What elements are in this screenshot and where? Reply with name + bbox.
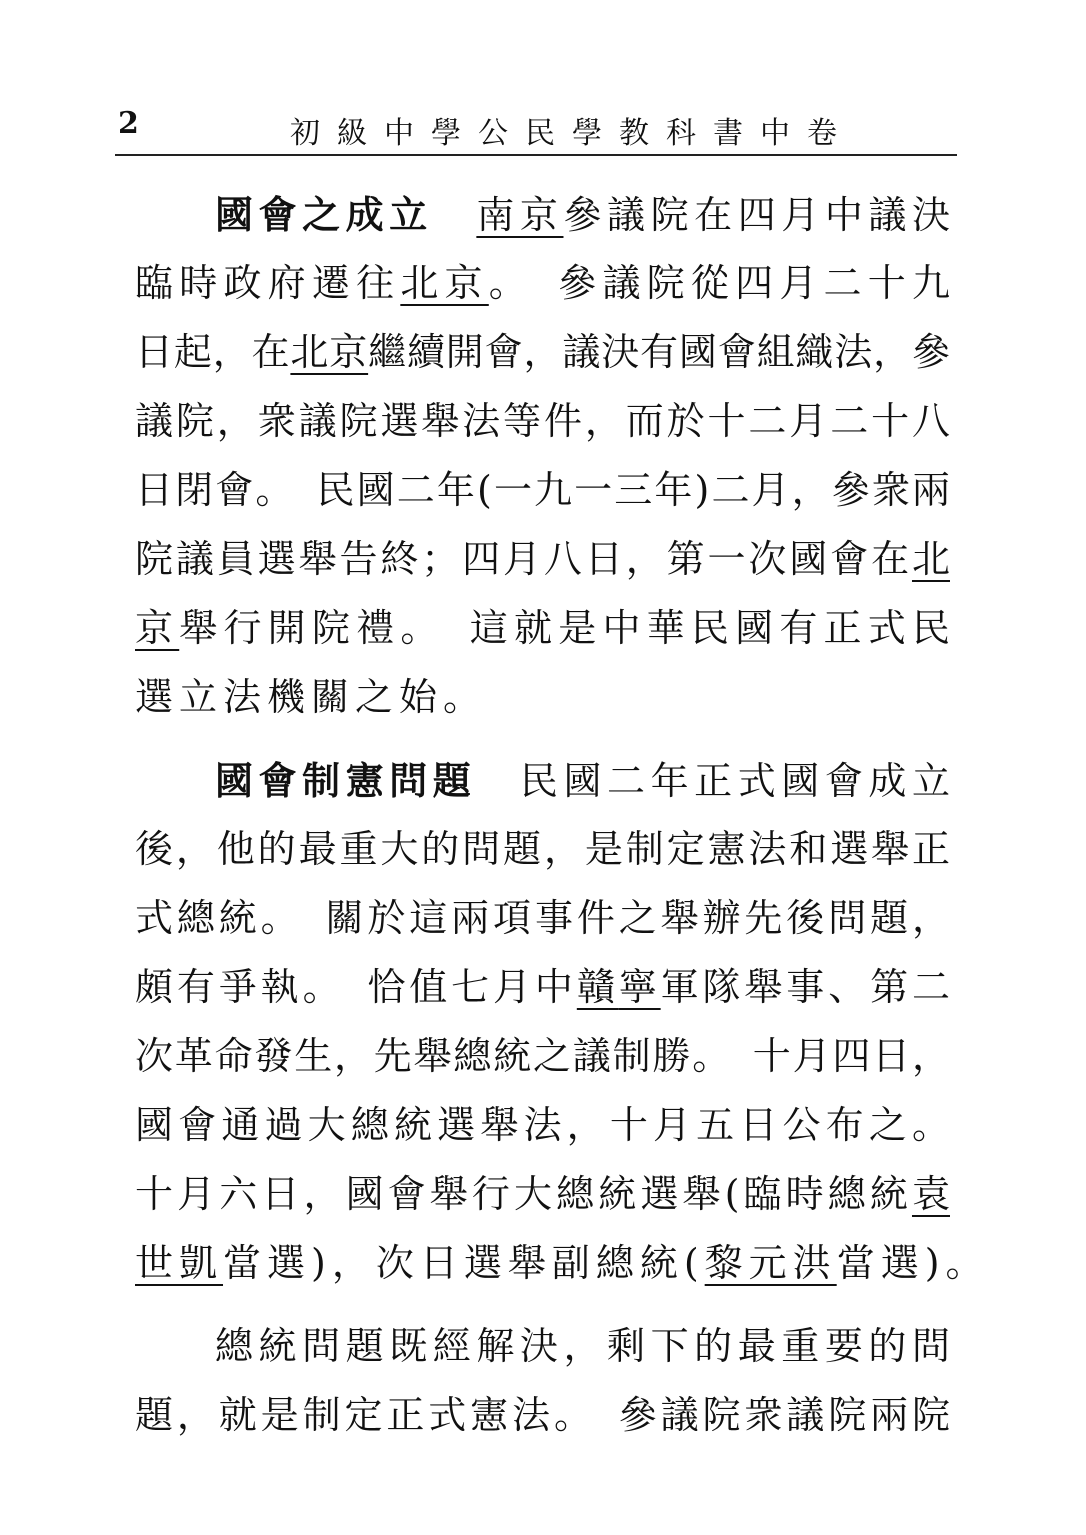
proper-noun-underlined: 黎元洪: [704, 1241, 837, 1285]
text-line: [135, 884, 950, 953]
proper-noun-underlined: 袁: [911, 1172, 950, 1216]
body-text: [135, 180, 990, 1450]
text-line: [135, 663, 950, 732]
text-segment: 國會通過大總統選舉法，十月五日公布之。: [135, 1103, 950, 1147]
text-segment: 議院，衆議院選舉法等件，而於十二月二十八: [135, 399, 950, 443]
text-segment: 選立法機關之始。: [135, 675, 488, 719]
text-segment: 當選)。: [836, 1241, 990, 1285]
text-segment: 民國二年正式國會成立: [476, 759, 950, 803]
text-segment: 十月六日，國會舉行大總統選舉(臨時總統: [135, 1172, 912, 1216]
text-segment: 總統問題既經解決，剩下的最重要的問: [215, 1324, 950, 1368]
text-segment: [433, 193, 477, 237]
section-heading: 國會之成立: [215, 192, 433, 237]
text-segment: 院議員選舉告終；四月八日，第一次國會在: [135, 537, 912, 581]
page-number: 2: [118, 106, 139, 141]
text-segment: 題，就是制定正式憲法。 參議院衆議院兩院: [135, 1393, 950, 1437]
text-line: [135, 1022, 950, 1091]
text-line: [135, 387, 950, 456]
text-segment: 舉行開院禮。 這就是中華民國有正式民: [179, 606, 950, 650]
text-segment: 日閉會。 民國二年(一九一三年)二月，參衆兩: [135, 468, 950, 512]
text-line: [135, 1091, 950, 1160]
running-title: 初級中學公民學教科書中卷: [290, 116, 854, 151]
proper-noun-underlined: 贛: [576, 965, 619, 1009]
text-segment: 後，他的最重大的問題，是制定憲法和選舉正: [135, 827, 950, 871]
proper-noun-underlined: 南京: [476, 193, 564, 237]
text-line: [135, 815, 950, 884]
proper-noun-underlined: 寧: [618, 965, 661, 1009]
text-segment: 日起，在: [135, 330, 291, 374]
text-line: [135, 594, 950, 663]
text-segment: 。 參議院從四月二十九: [488, 261, 950, 305]
text-line: [135, 318, 950, 387]
section-heading: 國會制憲問題: [215, 758, 477, 803]
text-line: [135, 953, 950, 1022]
header-rule: [115, 154, 957, 156]
text-line: [135, 1229, 990, 1298]
text-line: [135, 1160, 950, 1229]
text-line: [135, 746, 950, 815]
text-segment: 繼續開會，議決有國會組織法，參: [368, 330, 950, 374]
text-line: [135, 525, 950, 594]
proper-noun-underlined: 北: [911, 537, 950, 581]
text-segment: 頗有爭執。 恰值七月中: [135, 965, 577, 1009]
text-line: [135, 180, 950, 249]
text-segment: 式總統。 關於這兩項事件之舉辦先後問題，: [135, 896, 950, 940]
text-line: [135, 456, 950, 525]
proper-noun-underlined: 京: [135, 606, 180, 650]
text-segment: 參議院在四月中議決: [563, 193, 950, 237]
proper-noun-underlined: 北京: [290, 330, 369, 374]
text-segment: 臨時政府遷往: [135, 261, 401, 305]
text-line: [135, 1312, 950, 1381]
text-segment: 當選)，次日選舉副總統(: [223, 1241, 705, 1285]
proper-noun-underlined: 世凱: [135, 1241, 224, 1285]
proper-noun-underlined: 北京: [400, 261, 489, 305]
text-segment: 軍隊舉事、第二: [660, 965, 950, 1009]
text-segment: 次革命發生，先舉總統之議制勝。 十月四日，: [135, 1034, 950, 1078]
text-line: [135, 1381, 950, 1450]
text-line: [135, 249, 950, 318]
